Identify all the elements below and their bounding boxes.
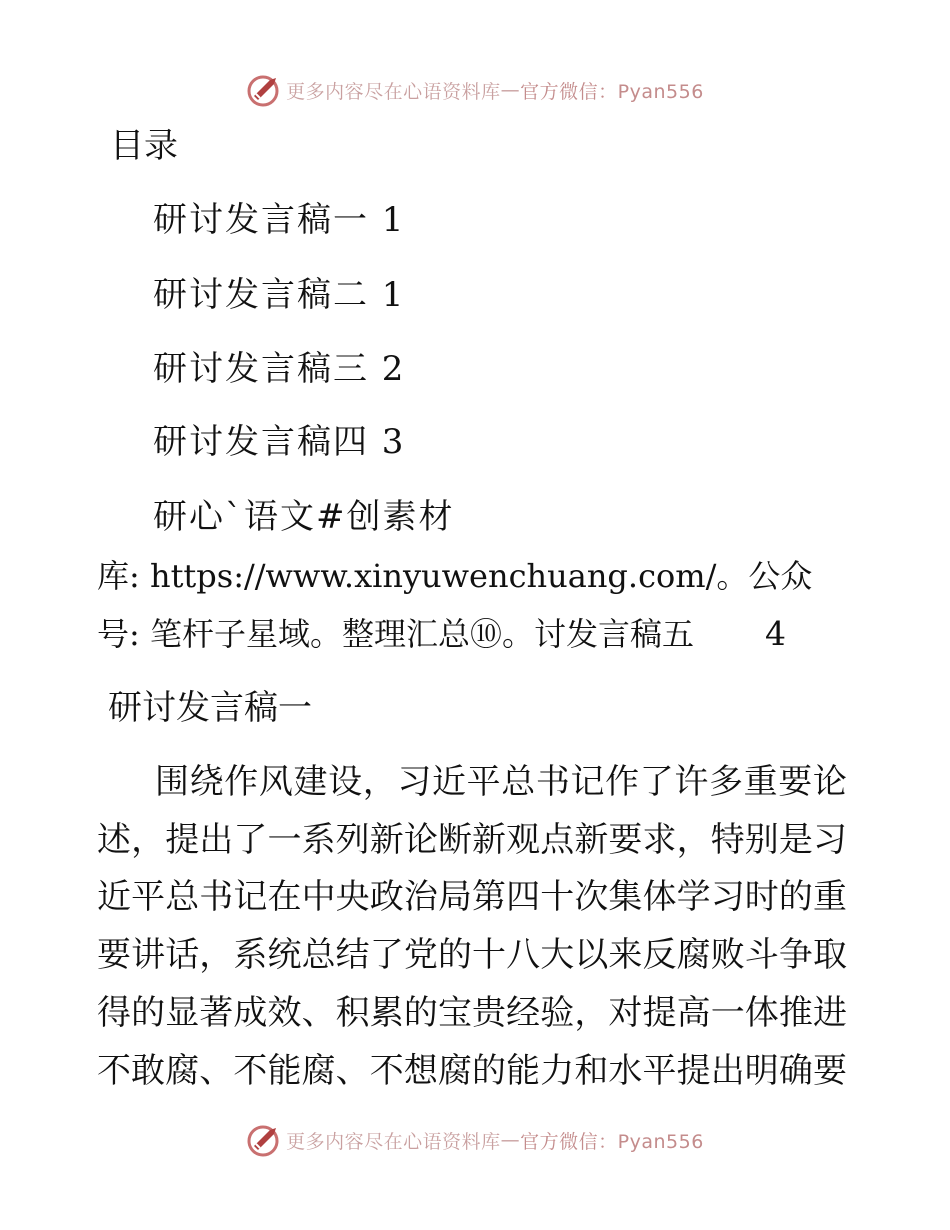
paragraph-line: 得 的 显 著 成 效 、 积 累 的 宝 贵 经 验 ， 对 提 高 一 体 推 进 xyxy=(97,993,847,1033)
toc-item-5-page: 4 xyxy=(765,614,786,653)
banner-dash: — xyxy=(500,1129,521,1151)
banner-text: 更多内容尽在心语资料库 xyxy=(286,80,501,103)
pen-logo-icon xyxy=(246,72,282,108)
section-heading: 研讨发言稿一 xyxy=(108,688,312,728)
toc-item: 研讨发言稿四 3 xyxy=(153,422,406,462)
banner-dash: — xyxy=(500,79,521,101)
header-banner xyxy=(0,68,950,112)
paragraph-line: 围 绕 作 风 建 设 ， 习 近 平 总 书 记 作 了 许 多 重 要 论 xyxy=(155,762,847,802)
paragraph-line: 不 敢 腐 、 不 能 腐 、 不 想 腐 的 能 力 和 水 平 提 出 明 确 要 xyxy=(97,1051,847,1091)
paragraph-line: 述 ， 提 出 了 一 系 列 新 论 断 新 观 点 新 要 求 ， 特 别 是 习 xyxy=(97,820,847,860)
banner-text: 更多内容尽在心语资料库 xyxy=(286,1130,501,1153)
toc-item: 研讨发言稿二 1 xyxy=(153,275,406,315)
toc-item-5-line3: 号: 笔杆子星域。整理汇总⑩。讨发言稿五 xyxy=(97,615,694,653)
banner-wechat: 官方微信：Pyan556 xyxy=(520,80,704,103)
toc-title: 目录 xyxy=(110,126,178,166)
footer-banner xyxy=(0,1118,950,1162)
toc-item: 研讨发言稿一 1 xyxy=(153,200,406,240)
toc-item-5-line2: 库: https://www.xinyuwenchuang.com/。公众 xyxy=(97,557,813,595)
banner-wechat: 官方微信：Pyan556 xyxy=(520,1130,704,1153)
toc-item-5-line1: 研心`语文#创素材 xyxy=(153,497,455,537)
toc-item: 研讨发言稿三 2 xyxy=(153,349,406,389)
pen-logo-icon xyxy=(246,1122,282,1158)
paragraph-line: 近 平 总 书 记 在 中 央 政 治 局 第 四 十 次 集 体 学 习 时 的 重 xyxy=(97,877,847,917)
paragraph-line: 要 讲 话 ， 系 统 总 结 了 党 的 十 八 大 以 来 反 腐 败 斗 争 取 xyxy=(97,935,847,975)
